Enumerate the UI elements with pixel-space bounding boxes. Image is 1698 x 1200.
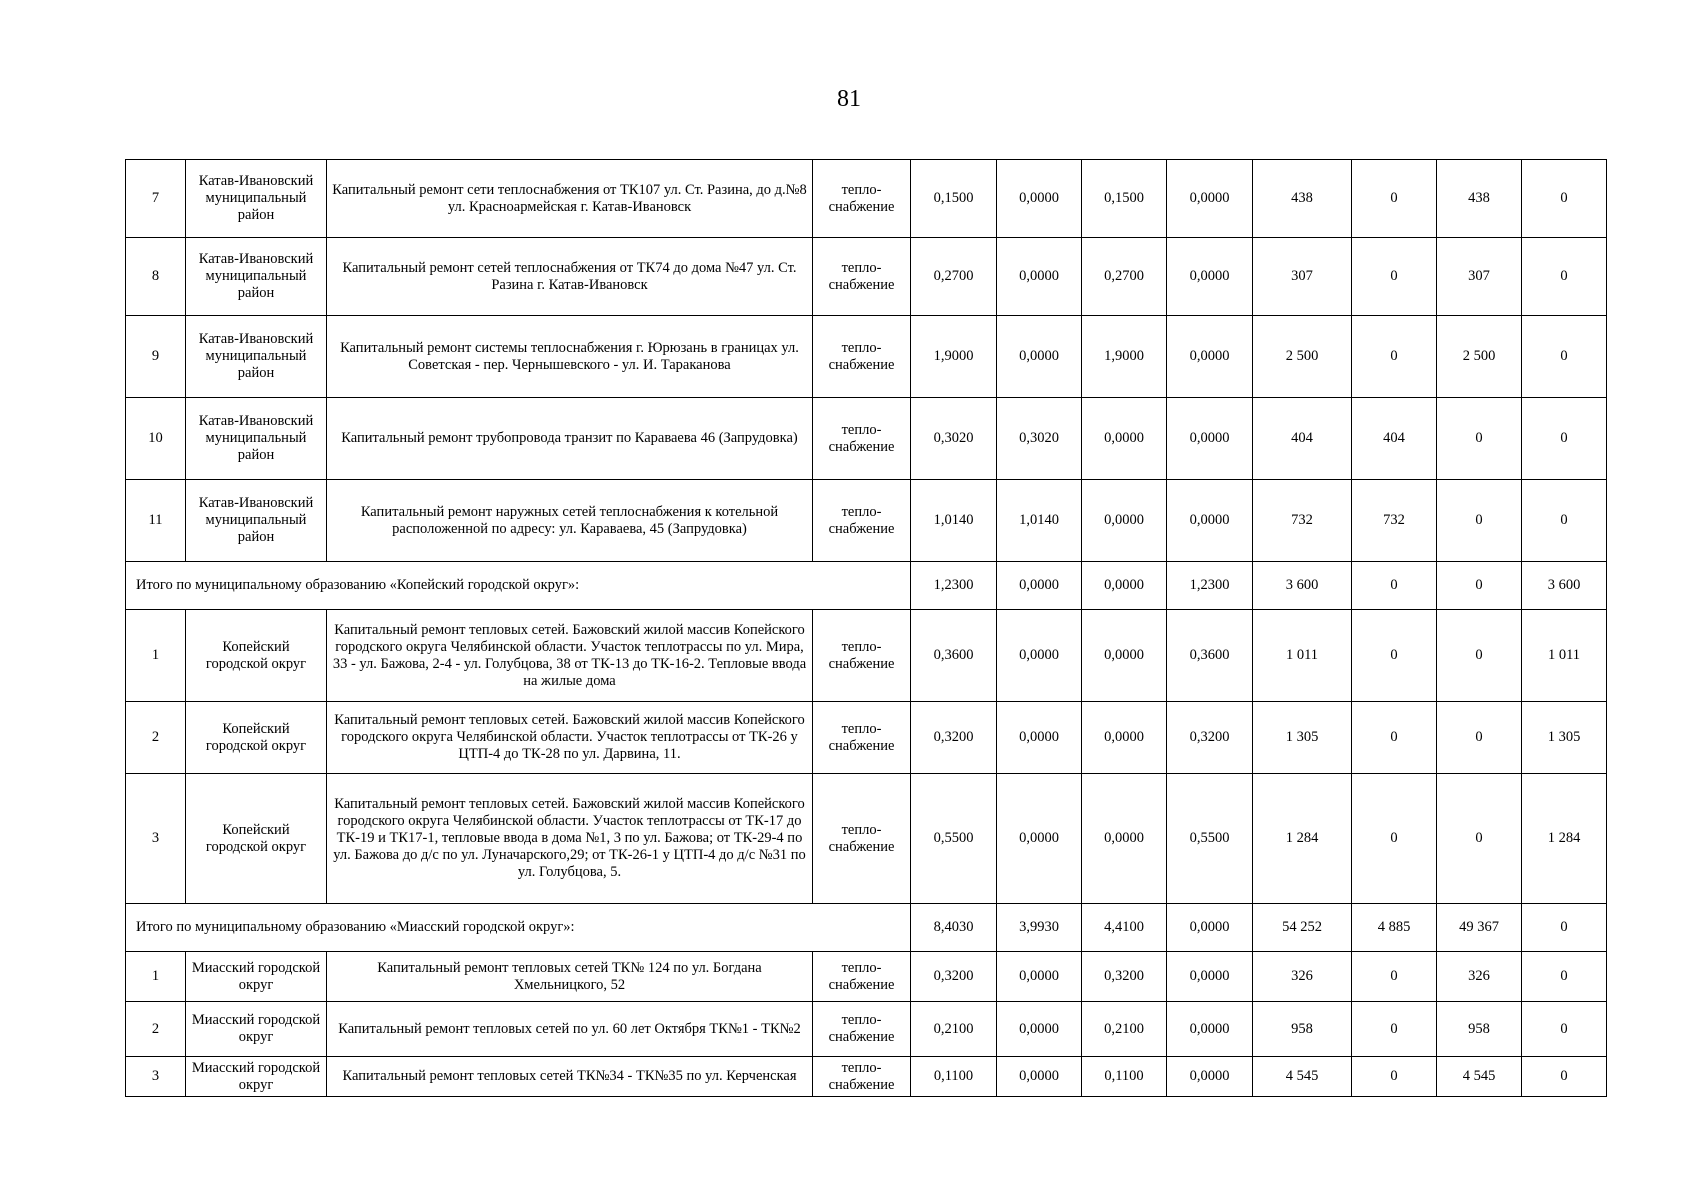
row-number: 8 — [126, 238, 186, 316]
value-cell: 4 545 — [1253, 1057, 1352, 1097]
value-cell: 0,0000 — [997, 952, 1082, 1002]
value-cell: 0 — [1522, 160, 1607, 238]
row-number: 2 — [126, 702, 186, 774]
description-cell: Капитальный ремонт тепловых сетей ТК№34 - ТК№35 по ул. Керченская — [327, 1057, 813, 1097]
value-cell: 0,0000 — [1082, 774, 1167, 904]
subtotal-value: 3 600 — [1522, 562, 1607, 610]
subtotal-value: 0 — [1522, 904, 1607, 952]
category-cell: тепло-снабжение — [813, 702, 911, 774]
subtotal-value: 1,2300 — [1167, 562, 1253, 610]
subtotal-value: 4 885 — [1352, 904, 1437, 952]
table-row — [126, 160, 1607, 238]
row-number: 10 — [126, 398, 186, 480]
value-cell: 0 — [1437, 610, 1522, 702]
district-cell: Катав-Ивановский муниципальный район — [186, 316, 327, 398]
category-cell: тепло-снабжение — [813, 238, 911, 316]
value-cell: 307 — [1253, 238, 1352, 316]
value-cell: 0 — [1352, 1002, 1437, 1057]
subtotal-value: 1,2300 — [911, 562, 997, 610]
district-cell: Катав-Ивановский муниципальный район — [186, 238, 327, 316]
value-cell: 404 — [1253, 398, 1352, 480]
value-cell: 0 — [1437, 774, 1522, 904]
value-cell: 0,0000 — [997, 1057, 1082, 1097]
value-cell: 0,3200 — [1167, 702, 1253, 774]
subtotal-value: 0 — [1352, 562, 1437, 610]
table-row — [126, 398, 1607, 480]
category-cell: тепло-снабжение — [813, 1057, 911, 1097]
value-cell: 0,0000 — [1082, 480, 1167, 562]
value-cell: 0,0000 — [1167, 316, 1253, 398]
value-cell: 326 — [1437, 952, 1522, 1002]
district-cell: Копейский городской округ — [186, 610, 327, 702]
value-cell: 0 — [1522, 1057, 1607, 1097]
value-cell: 1 305 — [1253, 702, 1352, 774]
subtotal-row — [126, 904, 1607, 952]
value-cell: 2 500 — [1437, 316, 1522, 398]
subtotal-value: 0 — [1437, 562, 1522, 610]
subtotal-value: 3 600 — [1253, 562, 1352, 610]
value-cell: 1 011 — [1522, 610, 1607, 702]
value-cell: 0 — [1522, 316, 1607, 398]
description-cell: Капитальный ремонт трубопровода транзит по Караваева 46 (Запрудовка) — [327, 398, 813, 480]
category-cell: тепло-снабжение — [813, 316, 911, 398]
value-cell: 0,1100 — [911, 1057, 997, 1097]
value-cell: 0 — [1522, 952, 1607, 1002]
value-cell: 0 — [1352, 952, 1437, 1002]
district-cell: Миасский городской округ — [186, 1057, 327, 1097]
subtotal-value: 49 367 — [1437, 904, 1522, 952]
subtotal-label: Итого по муниципальному образованию «Копейский городской округ»: — [126, 562, 911, 610]
value-cell: 0 — [1522, 1002, 1607, 1057]
value-cell: 0,1100 — [1082, 1057, 1167, 1097]
value-cell: 0,2100 — [911, 1002, 997, 1057]
value-cell: 958 — [1437, 1002, 1522, 1057]
value-cell: 1,9000 — [1082, 316, 1167, 398]
category-cell: тепло-снабжение — [813, 1002, 911, 1057]
district-cell: Копейский городской округ — [186, 774, 327, 904]
value-cell: 0,0000 — [1167, 480, 1253, 562]
value-cell: 0 — [1522, 480, 1607, 562]
table-row — [126, 1057, 1607, 1097]
value-cell: 0 — [1352, 1057, 1437, 1097]
category-cell: тепло-снабжение — [813, 610, 911, 702]
value-cell: 1 011 — [1253, 610, 1352, 702]
row-number: 1 — [126, 610, 186, 702]
row-number: 1 — [126, 952, 186, 1002]
value-cell: 2 500 — [1253, 316, 1352, 398]
district-cell: Миасский городской округ — [186, 1002, 327, 1057]
value-cell: 438 — [1437, 160, 1522, 238]
description-cell: Капитальный ремонт тепловых сетей. Бажовский жилой массив Копейского городского округа Челябинской области. Участок теплотрассы от ТК-17 до ТК-19 и ТК17-1, тепловые ввода в дома №1, 3 по ул. Бажова; от ТК-29-4 по ул. Бажова до д/с по ул. Луначарского,29; от ТК-26-1 у ЦТП-4 до д/с №31 по ул. Голубцова, 5. — [327, 774, 813, 904]
value-cell: 0 — [1437, 398, 1522, 480]
subtotal-value: 8,4030 — [911, 904, 997, 952]
subtotal-label: Итого по муниципальному образованию «Миасский городской округ»: — [126, 904, 911, 952]
value-cell: 1,0140 — [911, 480, 997, 562]
value-cell: 0 — [1522, 398, 1607, 480]
value-cell: 1,0140 — [997, 480, 1082, 562]
table-row — [126, 774, 1607, 904]
description-cell: Капитальный ремонт тепловых сетей. Бажовский жилой массив Копейского городского округа Челябинской области. Участок теплотрассы по ул. Мира, 33 - ул. Бажова, 2-4 - ул. Голубцова, 38 от ТК-13 до ТК-16-2. Тепловые ввода на жилые дома — [327, 610, 813, 702]
value-cell: 0,3200 — [911, 952, 997, 1002]
description-cell: Капитальный ремонт наружных сетей теплоснабжения к котельной расположенной по адресу: ул. Караваева, 45 (Запрудовка) — [327, 480, 813, 562]
value-cell: 326 — [1253, 952, 1352, 1002]
value-cell: 0,0000 — [1082, 702, 1167, 774]
value-cell: 0,0000 — [1167, 1057, 1253, 1097]
category-cell: тепло-снабжение — [813, 160, 911, 238]
value-cell: 0,0000 — [997, 610, 1082, 702]
value-cell: 0,1500 — [1082, 160, 1167, 238]
row-number: 7 — [126, 160, 186, 238]
value-cell: 0,2700 — [911, 238, 997, 316]
value-cell: 0,3600 — [911, 610, 997, 702]
value-cell: 0,3020 — [911, 398, 997, 480]
repair-table — [125, 159, 1607, 1097]
value-cell: 0,2100 — [1082, 1002, 1167, 1057]
subtotal-row — [126, 562, 1607, 610]
district-cell: Катав-Ивановский муниципальный район — [186, 398, 327, 480]
value-cell: 0,1500 — [911, 160, 997, 238]
value-cell: 0,0000 — [1082, 398, 1167, 480]
category-cell: тепло-снабжение — [813, 952, 911, 1002]
value-cell: 0,0000 — [997, 1002, 1082, 1057]
value-cell: 1 305 — [1522, 702, 1607, 774]
table-row — [126, 238, 1607, 316]
description-cell: Капитальный ремонт системы теплоснабжения г. Юрюзань в границах ул. Советская - пер. Чернышевского - ул. И. Тараканова — [327, 316, 813, 398]
value-cell: 0 — [1352, 316, 1437, 398]
page-number: 81 — [837, 86, 861, 112]
value-cell: 0,3200 — [1082, 952, 1167, 1002]
description-cell: Капитальный ремонт тепловых сетей ТК№ 124 по ул. Богдана Хмельницкого, 52 — [327, 952, 813, 1002]
district-cell: Копейский городской округ — [186, 702, 327, 774]
district-cell: Катав-Ивановский муниципальный район — [186, 480, 327, 562]
value-cell: 958 — [1253, 1002, 1352, 1057]
value-cell: 0,0000 — [997, 238, 1082, 316]
value-cell: 404 — [1352, 398, 1437, 480]
value-cell: 0,0000 — [1082, 610, 1167, 702]
table-row — [126, 610, 1607, 702]
table-row — [126, 952, 1607, 1002]
value-cell: 0,0000 — [1167, 952, 1253, 1002]
value-cell: 0,0000 — [997, 160, 1082, 238]
row-number: 11 — [126, 480, 186, 562]
value-cell: 732 — [1253, 480, 1352, 562]
subtotal-value: 0,0000 — [1082, 562, 1167, 610]
subtotal-value: 4,4100 — [1082, 904, 1167, 952]
value-cell: 0 — [1352, 160, 1437, 238]
value-cell: 0,2700 — [1082, 238, 1167, 316]
value-cell: 438 — [1253, 160, 1352, 238]
value-cell: 1 284 — [1522, 774, 1607, 904]
value-cell: 0 — [1352, 702, 1437, 774]
value-cell: 0,5500 — [911, 774, 997, 904]
value-cell: 0,3020 — [997, 398, 1082, 480]
value-cell: 0,5500 — [1167, 774, 1253, 904]
row-number: 9 — [126, 316, 186, 398]
row-number: 3 — [126, 1057, 186, 1097]
description-cell: Капитальный ремонт сети теплоснабжения от ТК107 ул. Ст. Разина, до д.№8 ул. Красноармейская г. Катав-Ивановск — [327, 160, 813, 238]
subtotal-value: 0,0000 — [1167, 904, 1253, 952]
value-cell: 1 284 — [1253, 774, 1352, 904]
value-cell: 1,9000 — [911, 316, 997, 398]
value-cell: 0 — [1437, 702, 1522, 774]
value-cell: 0 — [1352, 774, 1437, 904]
value-cell: 0 — [1522, 238, 1607, 316]
row-number: 3 — [126, 774, 186, 904]
subtotal-value: 3,9930 — [997, 904, 1082, 952]
value-cell: 0,0000 — [1167, 1002, 1253, 1057]
value-cell: 307 — [1437, 238, 1522, 316]
value-cell: 0,0000 — [1167, 160, 1253, 238]
table-row — [126, 1002, 1607, 1057]
row-number: 2 — [126, 1002, 186, 1057]
value-cell: 0,0000 — [997, 316, 1082, 398]
value-cell: 4 545 — [1437, 1057, 1522, 1097]
table-row — [126, 702, 1607, 774]
district-cell: Миасский городской округ — [186, 952, 327, 1002]
value-cell: 732 — [1352, 480, 1437, 562]
description-cell: Капитальный ремонт тепловых сетей по ул. 60 лет Октября ТК№1 - ТК№2 — [327, 1002, 813, 1057]
value-cell: 0 — [1352, 610, 1437, 702]
category-cell: тепло-снабжение — [813, 398, 911, 480]
value-cell: 0 — [1437, 480, 1522, 562]
value-cell: 0,0000 — [997, 702, 1082, 774]
description-cell: Капитальный ремонт сетей теплоснабжения от ТК74 до дома №47 ул. Ст. Разина г. Катав-Ивановск — [327, 238, 813, 316]
district-cell: Катав-Ивановский муниципальный район — [186, 160, 327, 238]
category-cell: тепло-снабжение — [813, 774, 911, 904]
value-cell: 0 — [1352, 238, 1437, 316]
value-cell: 0,0000 — [997, 774, 1082, 904]
description-cell: Капитальный ремонт тепловых сетей. Бажовский жилой массив Копейского городского округа Челябинской области. Участок теплотрассы от ТК-26 у ЦТП-4 до ТК-28 по ул. Дарвина, 11. — [327, 702, 813, 774]
value-cell: 0,3600 — [1167, 610, 1253, 702]
value-cell: 0,3200 — [911, 702, 997, 774]
category-cell: тепло-снабжение — [813, 480, 911, 562]
table-row — [126, 316, 1607, 398]
subtotal-value: 0,0000 — [997, 562, 1082, 610]
table-row — [126, 480, 1607, 562]
subtotal-value: 54 252 — [1253, 904, 1352, 952]
value-cell: 0,0000 — [1167, 238, 1253, 316]
value-cell: 0,0000 — [1167, 398, 1253, 480]
